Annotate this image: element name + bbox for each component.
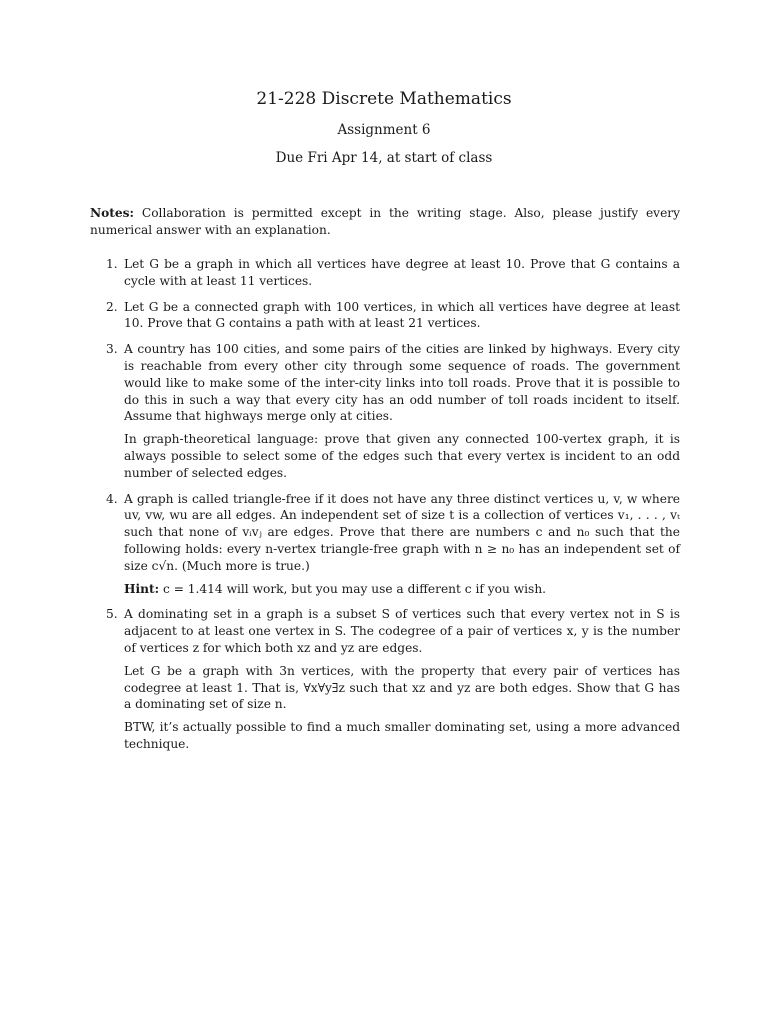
- problem-text: A country has 100 cities, and some pairs of the cities are linked by highways. Every city is reachable from every other city through some sequence of roads. The government would like to make some of the inter-city links into toll roads. Prove that it is possible to do this in such a way that every city has an odd number of toll roads incident to itself. Assume that highways merge only at cities.: [124, 342, 680, 424]
- problem-2: [90, 299, 680, 333]
- problem-number: 3.: [106, 342, 118, 357]
- problem-4: [90, 491, 680, 598]
- notes-label: Notes:: [90, 206, 135, 220]
- problem-number: 2.: [106, 299, 118, 314]
- notes-paragraph: [90, 205, 680, 239]
- problem-1: [90, 256, 680, 290]
- course-title: 21-228 Discrete Mathematics: [256, 89, 512, 109]
- hint-text: c = 1.414 will work, but you may use a different c if you wish.: [159, 581, 547, 596]
- notes-text: Collaboration is permitted except in the writing stage. Also, please justify every numerical answer with an explanation.: [90, 206, 680, 237]
- problem-text: A dominating set in a graph is a subset S of vertices such that every vertex not in S is adjacent to at least one vertex in S. The codegree of a pair of vertices x, y is the number of vertices z for which both xz and yz are edges.: [124, 607, 680, 655]
- problem-5: [90, 606, 680, 752]
- problem-3: [90, 341, 680, 481]
- hint-label: Hint:: [124, 581, 160, 596]
- problem-number: 5.: [106, 607, 118, 622]
- problem-hint: [124, 581, 680, 598]
- problem-list: [90, 256, 680, 762]
- problem-number: 4.: [106, 491, 118, 506]
- assignment-title: Assignment 6: [337, 122, 431, 138]
- problem-text: A graph is called triangle-free if it does not have any three distinct vertices u, v, w where uv, vw, wu are all edges. An independent set of size t is a collection of vertices v₁, . . . , vₜ such that none of vᵢvⱼ are edges. Prove that there are numbers c and n₀ such that the following holds: every n-vertex triangle-free graph with n ≥ n₀ has an independent set of size c√n. (Much more is true.): [124, 491, 680, 573]
- problem-text: BTW, it’s actually possible to find a much smaller dominating set, using a more advanced technique.: [124, 720, 680, 751]
- problem-number: 1.: [106, 257, 118, 271]
- problem-text: In graph-theoretical language: prove that given any connected 100-vertex graph, it is always possible to select some of the edges such that every vertex is incident to an odd number of selected edges.: [124, 432, 680, 480]
- problem-text: Let G be a graph with 3n vertices, with the property that every pair of vertices has codegree at least 1. That is, ∀x∀y∃z such that xz and yz are both edges. Show that G has a dominating set of size n.: [124, 663, 680, 712]
- due-date: Due Fri Apr 14, at start of class: [275, 150, 493, 166]
- problem-text: Let G be a connected graph with 100 vertices, in which all vertices have degree at least 10. Prove that G contains a path with at least 21 vertices.: [124, 299, 680, 331]
- problem-text: Let G be a graph in which all vertices have degree at least 10. Prove that G contains a cycle with at least 11 vertices.: [124, 257, 680, 288]
